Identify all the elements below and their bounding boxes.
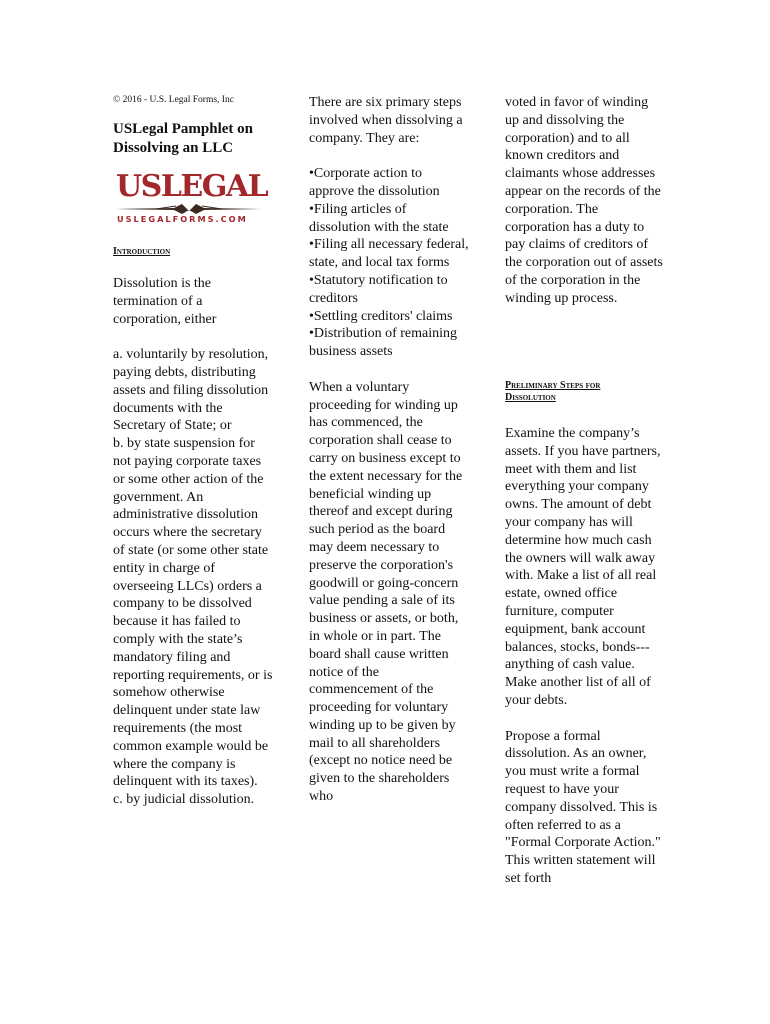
uslegal-logo [116,169,268,230]
column-2-body [309,94,469,806]
steps-intro: There are six primary steps involved when dissolving a company. They are: [309,95,463,146]
examine-assets-paragraph: Examine the company’s assets. If you have partners, meet with them and list everything your company owns. The amount of debt your company has will determine how much cash the owners will walk away with. Make a list of all real estate, owned office furniture, computer equipment, bank account balances, stocks, bonds---anything of cash value. Make another list of all of your debts. [505,426,661,708]
list-item-b: b. by state suspension for not paying corporate taxes or some other action of the government. An administrative dissolution occurs where the secretary of state (or some other state entity in charge of overseeing LLCs) orders a company to be dissolved because it has failed to comply with the state’s mandatory filing and reporting requirements, or is somehow otherwise delinquent under state law requirements (the most common example would be where the company is delinquent with its taxes). [113,436,273,790]
section-heading-introduction: Introduction [113,246,171,257]
step-item: •Distribution of remaining business assets [309,326,457,360]
step-item: •Statutory notification to creditors [309,272,448,306]
heading-line-1: Preliminary Steps for [505,380,601,391]
document-title [113,120,283,158]
title-line-1: USLegal Pamphlet on [113,121,254,137]
list-item-c: c. by judicial dissolution. [113,792,255,808]
step-item: •Corporate action to approve the dissolution [309,166,440,199]
copyright-notice: © 2016 - U.S. Legal Forms, Inc [113,95,234,105]
winding-up-paragraph: When a voluntary proceeding for winding up has commenced, the corporation shall cease to carry on business except to the extent necessary for the beneficial winding up thereof and except during such period as the board may deem necessary to preserve the corporation's goodwill or going-concern value pending a sale of its business or assets, or both, in whole or in part. The board shall cause written notice of the commencement of the proceeding for voluntary winding up to be given by mail to all shareholders (except no notice need be given to the shareholders who [309,379,463,805]
notice-continuation-paragraph: voted in favor of winding up and dissolving the corporation) and to all known creditors and claimants whose addresses appear on the records of the corporation. The corporation has a duty to pay claims of creditors of the corporation out of assets of the corporation in the winding up process. [505,95,663,306]
title-line-2: Dissolving an LLC [113,140,234,156]
section-heading-preliminary-steps [505,380,600,404]
column-1-body [113,275,273,809]
list-item-a: a. voluntarily by resolution, paying debts, distributing assets and filing dissolution documents with the Secretary of State; or [113,347,269,434]
column-3-body [505,425,665,888]
step-item: •Settling creditors' claims [309,308,453,324]
logo-url: USLEGALFORMS.COM [117,214,248,224]
step-item: •Filing all necessary federal, state, and local tax forms [309,237,469,271]
heading-line-2: Dissolution [505,392,556,403]
step-item: •Filing articles of dissolution with the state [309,201,449,235]
column-3-top [505,94,665,308]
logo-brand: USLEGAL [116,169,268,204]
intro-paragraph: Dissolution is the termination of a corporation, either [113,276,217,327]
propose-dissolution-paragraph: Propose a formal dissolution. As an owner, you must write a formal request to have your company dissolved. This is often referred to as a "Formal Corporate Action." This written statement will set forth [505,728,661,886]
